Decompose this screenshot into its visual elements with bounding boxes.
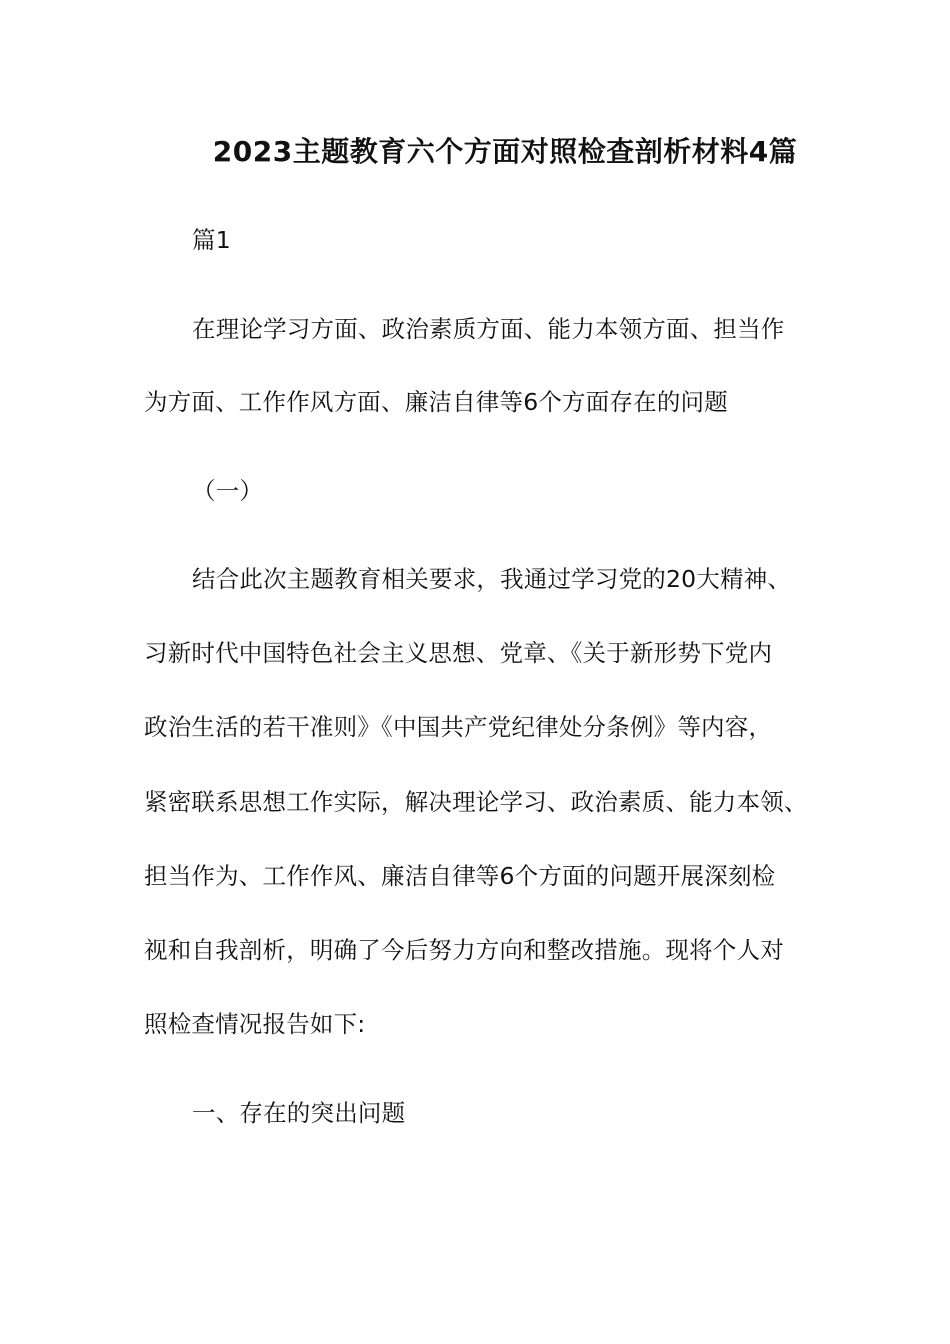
section-label: 篇1 (192, 226, 231, 254)
body-line-2: 习新时代中国特色社会主义思想、党章、《关于新形势下党内 (144, 639, 773, 667)
body-line-1: 结合此次主题教育相关要求，我通过学习党的20大精神、 (192, 565, 792, 593)
intro-line-2: 为方面、工作作风方面、廉洁自律等6个方面存在的问题 (144, 388, 728, 416)
intro-line-1: 在理论学习方面、政治素质方面、能力本领方面、担当作 (192, 315, 785, 343)
body-line-3: 政治生活的若干准则》《中国共产党纪律处分条例》等内容， (144, 713, 773, 741)
body-line-5: 担当作为、工作作风、廉洁自律等6个方面的问题开展深刻检 (144, 862, 776, 890)
subsection-label: （一） (192, 477, 264, 505)
body-line-7: 照检查情况报告如下: (144, 1010, 366, 1038)
body-line-6: 视和自我剖析，明确了今后努力方向和整改措施。现将个人对 (144, 936, 784, 964)
section-heading: 一、存在的突出问题 (192, 1099, 406, 1127)
document-title: 2023主题教育六个方面对照检查剖析材料4篇 (212, 135, 798, 168)
body-line-4: 紧密联系思想工作实际，解决理论学习、政治素质、能力本领、 (144, 788, 808, 816)
